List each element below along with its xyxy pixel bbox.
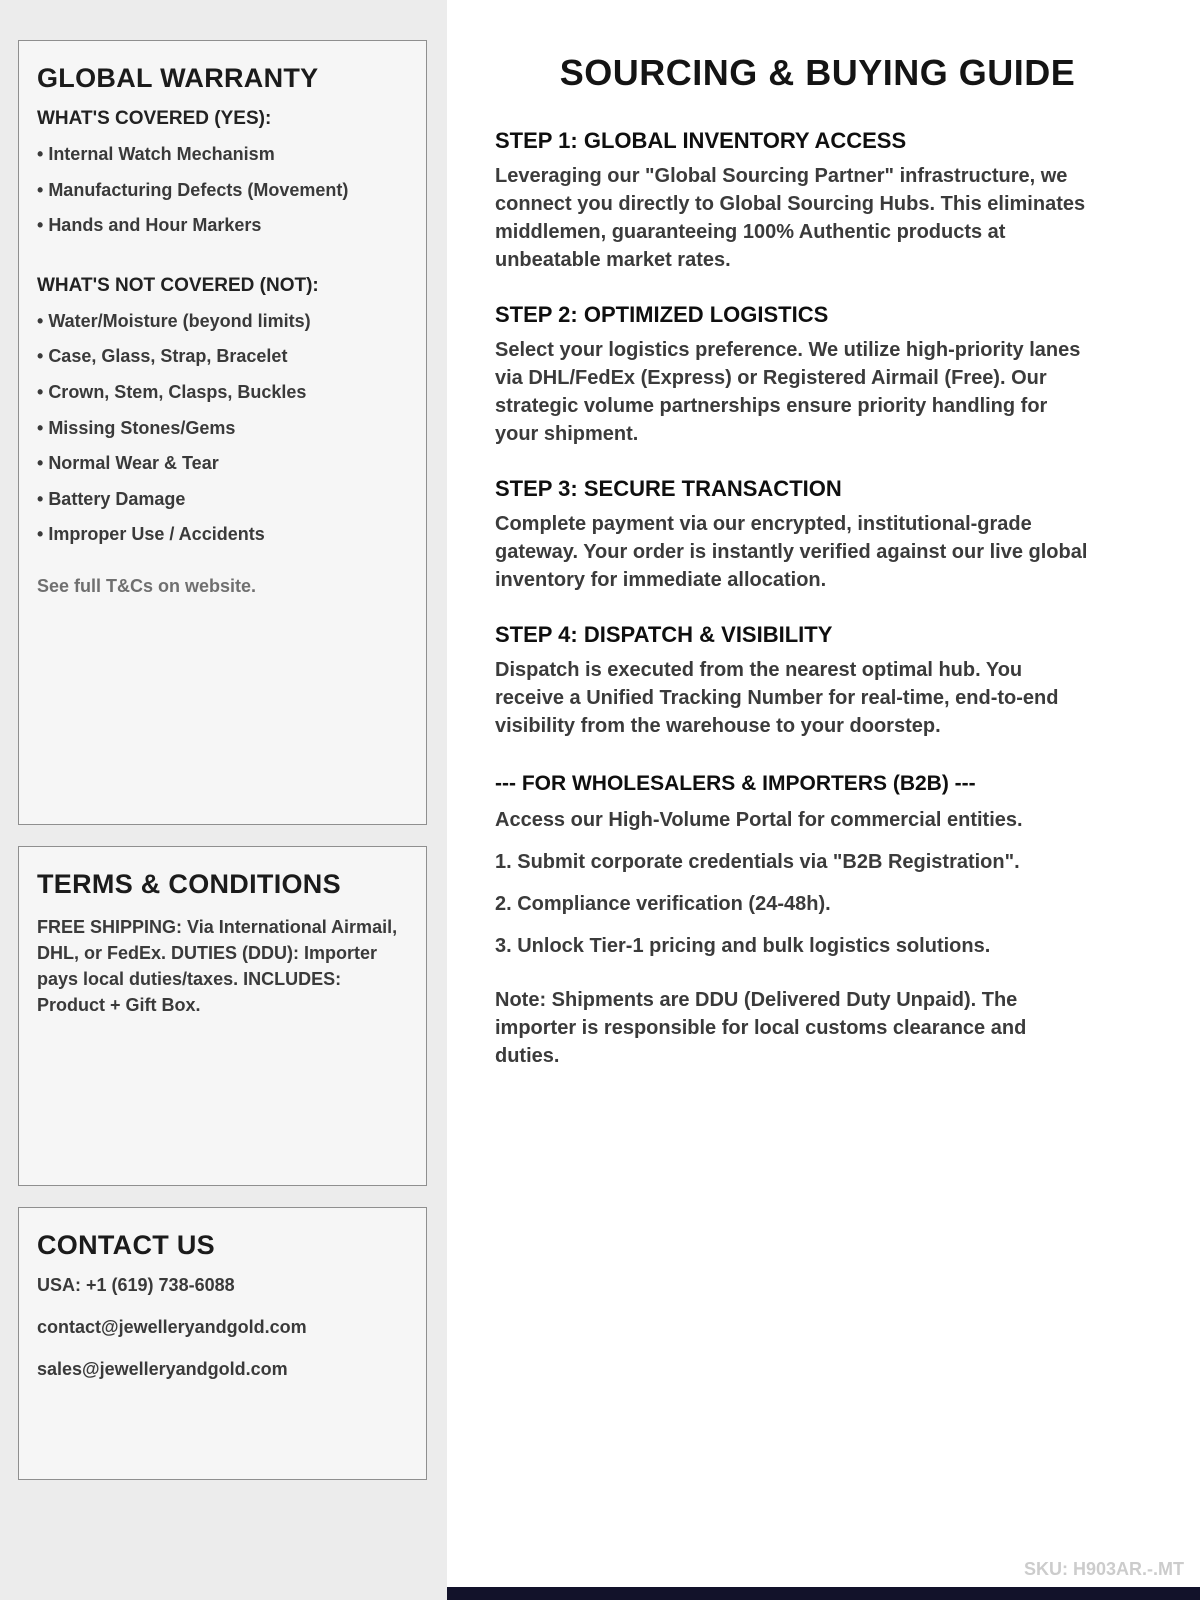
not-covered-list — [37, 311, 408, 546]
step-4-body: Dispatch is executed from the nearest optimal hub. You receive a Unified Tracking Number for real-time, end-to-end visibility from the warehouse to your doorstep. — [495, 659, 1059, 737]
list-item: • Improper Use / Accidents — [37, 524, 408, 546]
b2b-item: 2. Compliance verification (24-48h). — [495, 893, 831, 915]
covered-heading: WHAT'S COVERED (YES): — [37, 108, 272, 129]
terms-title: TERMS & CONDITIONS — [37, 869, 341, 899]
step-2-section — [495, 302, 1140, 448]
contact-email: contact@jewelleryandgold.com — [37, 1317, 307, 1337]
list-item: • Case, Glass, Strap, Bracelet — [37, 346, 408, 368]
step-3-heading: STEP 3: SECURE TRANSACTION — [495, 476, 842, 501]
step-2-body: Select your logistics preference. We utilize high-priority lanes via DHL/FedEx (Express) or Registered Airmail (Free). Our strategic volume partnerships ensure priority handling for your shipment. — [495, 339, 1081, 445]
covered-list — [37, 144, 408, 237]
list-item: • Manufacturing Defects (Movement) — [37, 180, 408, 202]
step-1-heading: STEP 1: GLOBAL INVENTORY ACCESS — [495, 128, 907, 153]
sidebar — [0, 0, 447, 1600]
sku-label: SKU: H903AR.-.MT — [1023, 1559, 1184, 1579]
b2b-item: 3. Unlock Tier-1 pricing and bulk logistics solutions. — [495, 935, 991, 957]
list-item: • Internal Watch Mechanism — [37, 144, 408, 166]
terms-body: FREE SHIPPING: Via International Airmail, DHL, or FedEx. DUTIES (DDU): Importer pays local duties/taxes. INCLUDES: Product + Gift Box. — [37, 917, 398, 1016]
list-item: • Battery Damage — [37, 489, 408, 511]
warranty-footnote: See full T&Cs on website. — [37, 575, 257, 596]
contact-panel — [18, 1207, 427, 1480]
list-item: • Missing Stones/Gems — [37, 418, 408, 440]
page-title: SOURCING & BUYING GUIDE — [559, 52, 1076, 93]
b2b-note: Note: Shipments are DDU (Delivered Duty Unpaid). The importer is responsible for local customs clearance and duties. — [495, 989, 1027, 1067]
step-1-body: Leveraging our "Global Sourcing Partner" infrastructure, we connect you directly to Global Sourcing Hubs. This eliminates middlemen, guaranteeing 100% Authentic products at unbeatable market rates. — [495, 165, 1086, 271]
contact-sales-email: sales@jewelleryandgold.com — [37, 1359, 288, 1379]
b2b-section — [495, 772, 1140, 1070]
step-4-section — [495, 622, 1140, 740]
list-item: • Crown, Stem, Clasps, Buckles — [37, 382, 408, 404]
contact-phone: USA: +1 (619) 738-6088 — [37, 1275, 235, 1295]
b2b-intro: Access our High-Volume Portal for commercial entities. — [495, 809, 1023, 831]
step-3-body: Complete payment via our encrypted, institutional-grade gateway. Your order is instantly verified against our live global inventory for immediate allocation. — [495, 513, 1088, 591]
step-3-section — [495, 476, 1140, 594]
b2b-heading: --- FOR WHOLESALERS & IMPORTERS (B2B) --- — [495, 772, 976, 795]
contact-title: CONTACT US — [37, 1230, 215, 1260]
list-item: • Hands and Hour Markers — [37, 215, 408, 237]
main-content — [447, 0, 1200, 1600]
footer-bar — [447, 1587, 1200, 1600]
step-1-section — [495, 128, 1140, 274]
warranty-title: GLOBAL WARRANTY — [37, 63, 319, 93]
not-covered-heading: WHAT'S NOT COVERED (NOT): — [37, 274, 319, 296]
warranty-panel — [18, 40, 427, 825]
b2b-item: 1. Submit corporate credentials via "B2B Registration". — [495, 851, 1020, 873]
list-item: • Water/Moisture (beyond limits) — [37, 311, 408, 333]
step-2-heading: STEP 2: OPTIMIZED LOGISTICS — [495, 302, 829, 327]
terms-panel — [18, 846, 427, 1186]
list-item: • Normal Wear & Tear — [37, 453, 408, 475]
step-4-heading: STEP 4: DISPATCH & VISIBILITY — [495, 622, 833, 647]
